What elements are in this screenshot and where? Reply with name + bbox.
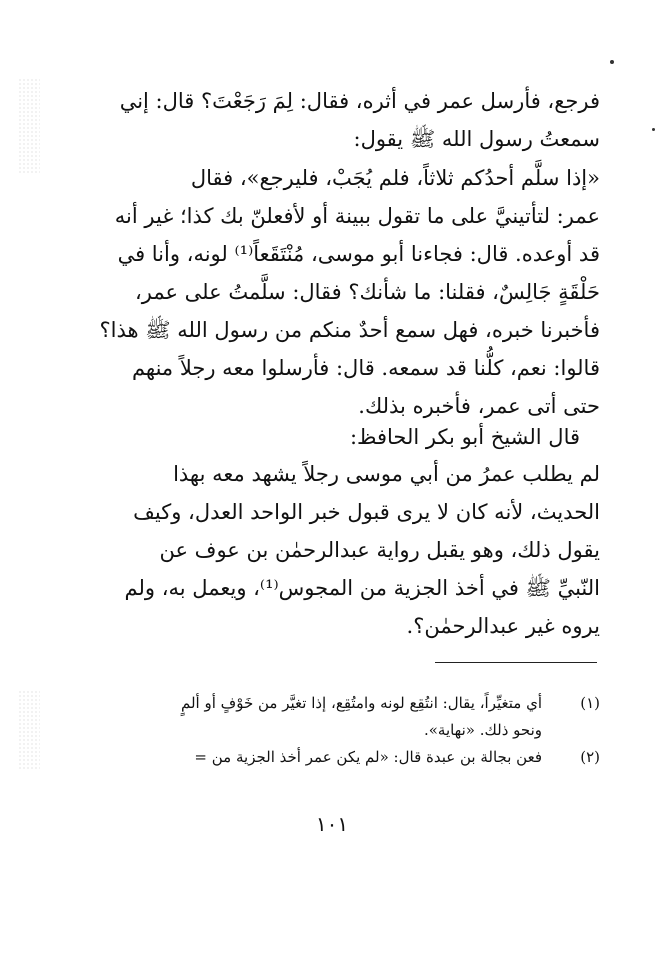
text-line: قد أوعده. قال: فجاءنا أبو موسى، مُنْتَقَعاً⁽¹⁾ لونه، وأنا في: [117, 242, 600, 266]
text-line: «إذا سلَّم أحدُكم ثلاثاً، فلم يُجَبْ، فليرجع»، فقال: [190, 166, 600, 190]
footnote-number: (٢): [580, 748, 600, 766]
footnotes: [130, 690, 600, 771]
footnote-number: (١): [580, 694, 600, 712]
footnote-2: [130, 744, 600, 771]
text-line: النّبيِّ ﷺ في أخذ الجزية من المجوس⁽¹⁾، ويعمل به، ولم: [124, 576, 600, 600]
footnote-text: أي متغيِّراً، يقال: انتُقِع لونه وامتُقِع، إذا تغيَّر من خَوْفٍ أو ألمٍ: [181, 694, 542, 712]
text-line: سمعتُ رسول الله ﷺ يقول:: [353, 127, 600, 151]
text-line: قال الشيخ أبو بكر الحافظ:: [349, 425, 580, 449]
footnote-separator: [435, 662, 597, 663]
text-line: يقول ذلك، وهو يقبل رواية عبدالرحمٰن بن عوف عن: [159, 538, 600, 562]
page-number: ١٠١: [315, 812, 349, 836]
text-line: قالوا: نعم، كلُّنا قد سمعه. قال: فأرسلوا معه رجلاً منهم: [131, 356, 600, 380]
footnote-text: فعن بجالة بن عبدة قال: «لم يكن عمر أخذ الجزية من =: [194, 748, 542, 766]
scan-noise-bottom: [18, 690, 40, 770]
paragraph-4: [124, 455, 600, 645]
scan-speck-right: [652, 128, 655, 131]
paragraph-2: [99, 159, 600, 425]
scan-noise-top: [18, 78, 40, 173]
text-line: فرجع، فأرسل عمر في أثره، فقال: لِمَ رَجَعْتَ؟ قال: إني: [119, 89, 600, 113]
scan-speck-top: [610, 60, 614, 64]
text-line: عمر: لتأتينيَّ على ما تقول ببينة أو لأفعلنّ بك كذا؛ غير أنه: [114, 204, 600, 228]
text-line: لم يطلب عمرُ من أبي موسى رجلاً يشهد معه بهذا: [173, 462, 600, 486]
text-line: حتى أتى عمر، فأخبره بذلك.: [358, 394, 600, 418]
text-line: يروه غير عبدالرحمٰن؟.: [406, 614, 600, 638]
text-line: فأخبرنا خبره، فهل سمع أحدٌ منكم من رسول الله ﷺ هذا؟: [99, 318, 600, 342]
footnote-text: ونحو ذلك. «نهاية».: [423, 721, 542, 739]
text-line: الحديث، لأنه كان لا يرى قبول خبر الواحد العدل، وكيف: [133, 500, 600, 524]
footnote-1: [130, 690, 600, 744]
paragraph-1: [119, 82, 600, 158]
text-line: حَلْقَةٍ جَالِسٌ، فقلنا: ما شأنك؟ فقال: سلَّمتُ على عمر،: [134, 280, 600, 304]
paragraph-3: [160, 418, 580, 456]
